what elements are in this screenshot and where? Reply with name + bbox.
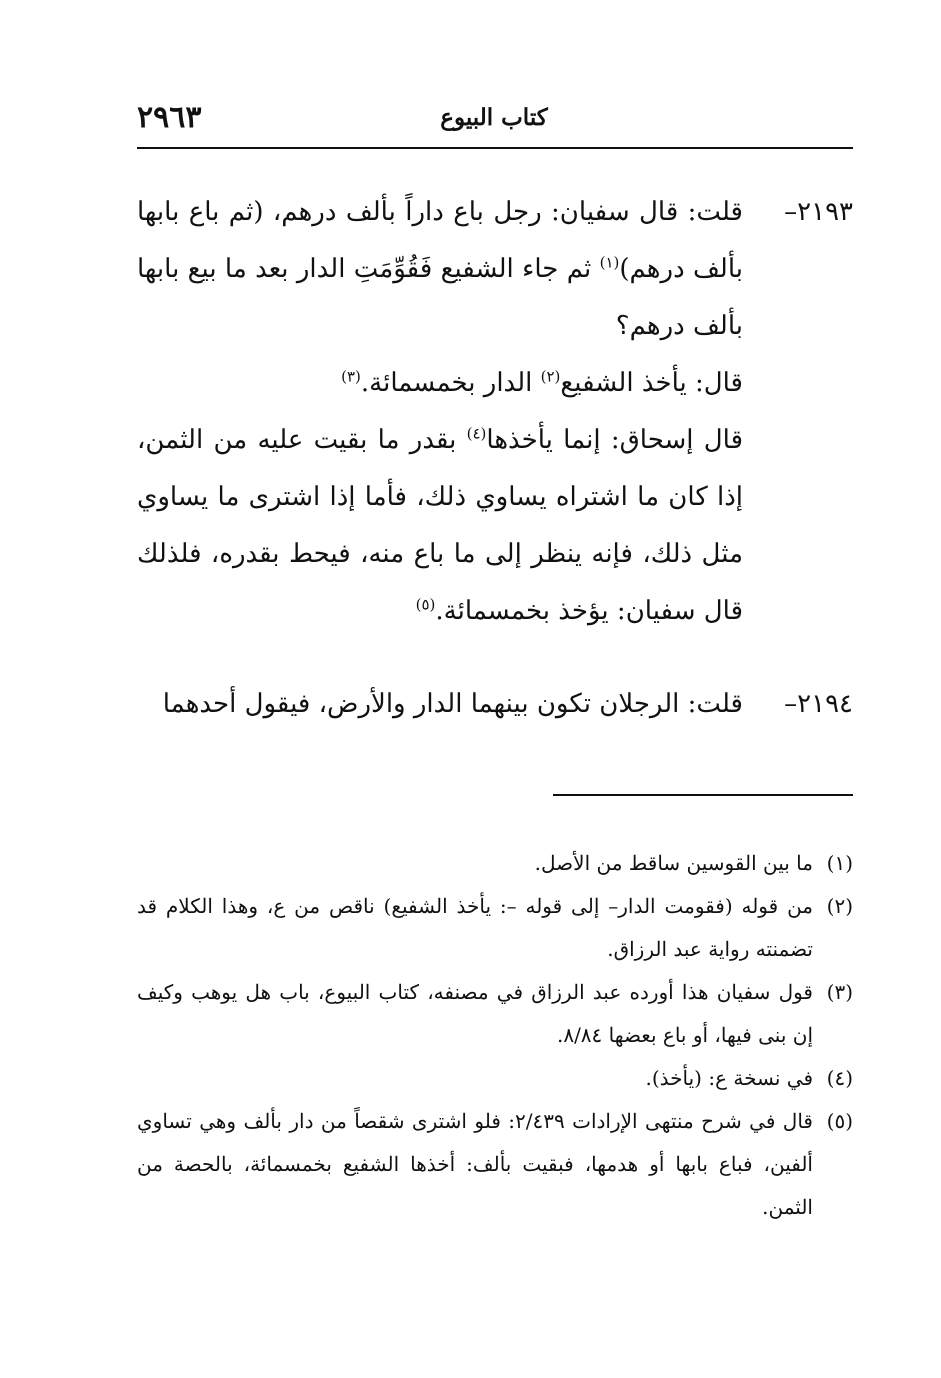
entry-text: قلت: الرجلان تكون بينهما الدار والأرض، فيقول أحدهما <box>162 689 743 719</box>
ishaq-text: قال إسحاق: إنما يأخذها <box>486 425 744 455</box>
footnote-text: قال في شرح منتهى الإرادات ٢/٤٣٩: فلو اشترى شقصاً من دار بألف وهي تساوي ألفين، فباع بابها أو هدمها، فبقيت بألف: أخذها الشفيع بخمسمائة، بالحصة من الثمن. <box>137 1109 813 1219</box>
entry-2193-question <box>137 184 853 355</box>
footnote <box>137 1057 853 1100</box>
entry-2194-question <box>137 676 853 733</box>
footnote <box>137 971 853 1057</box>
footnote-ref[interactable]: (٢) <box>540 367 561 386</box>
footnote-ref[interactable]: (٤) <box>466 424 487 443</box>
footnote-text: قول سفيان هذا أورده عبد الرزاق في مصنفه، كتاب البيوع، باب هل يوهب وكيف إن بنى فيها، أو باع بعضها ٨/٨٤. <box>137 980 813 1047</box>
footnote <box>137 885 853 971</box>
footnote-marker: (٣) <box>826 980 853 1004</box>
entry-number: ٢١٩٤– <box>784 689 853 719</box>
ishaq-text: بقدر ما بقيت عليه من الثمن، إذا كان ما اشتراه يساوي ذلك، فأما إذا اشترى ما يساوي مثل ذلك، فإنه ينظر إلى ما باع منه، فيحط بقدره، فلذلك قال سفيان: يؤخذ بخمسمائة. <box>137 425 743 626</box>
entry-2193-answer <box>137 355 853 412</box>
entry-text: ثم جاء الشفيع فَقُوِّمَتِ الدار بعد ما بيع بابها بألف درهم؟ <box>137 254 743 341</box>
footnote <box>137 842 853 885</box>
entry-2193-ishaq <box>137 412 853 640</box>
running-header <box>137 98 851 146</box>
header-rule <box>137 147 853 149</box>
footnote-ref[interactable]: (٥) <box>415 595 436 614</box>
footnote-text: من قوله (فقومت الدار– إلى قوله –: يأخذ الشفيع) ناقص من ع، وهذا الكلام قد تضمنته رواية عبد الرزاق. <box>137 894 813 961</box>
footnote-marker: (٥) <box>826 1109 853 1133</box>
footnote-rule <box>553 794 853 796</box>
chapter-title: كتاب البيوع <box>440 104 548 131</box>
footnote-marker: (١) <box>826 851 853 875</box>
footnotes <box>137 842 853 1229</box>
entry-number: ٢١٩٣– <box>784 197 853 227</box>
footnote-marker: (٢) <box>826 894 853 918</box>
answer-text: قال: يأخذ الشفيع <box>560 368 743 398</box>
answer-text: الدار بخمسمائة. <box>360 368 541 398</box>
entry-text: قلت: قال سفيان: رجل باع داراً بألف درهم، (ثم باع بابها بألف درهم) <box>137 197 743 284</box>
footnote-ref[interactable]: (٣) <box>341 367 361 386</box>
footnote-text: ما بين القوسين ساقط من الأصل. <box>534 851 813 875</box>
footnote-text: في نسخة ع: (يأخذ). <box>645 1066 813 1090</box>
footnote-marker: (٤) <box>826 1066 853 1090</box>
page-number: ٢٩٦٣ <box>137 100 202 135</box>
paragraph-gap <box>137 640 853 676</box>
footnote-ref[interactable]: (١) <box>599 253 620 272</box>
footnote <box>137 1100 853 1229</box>
main-text <box>137 184 853 733</box>
